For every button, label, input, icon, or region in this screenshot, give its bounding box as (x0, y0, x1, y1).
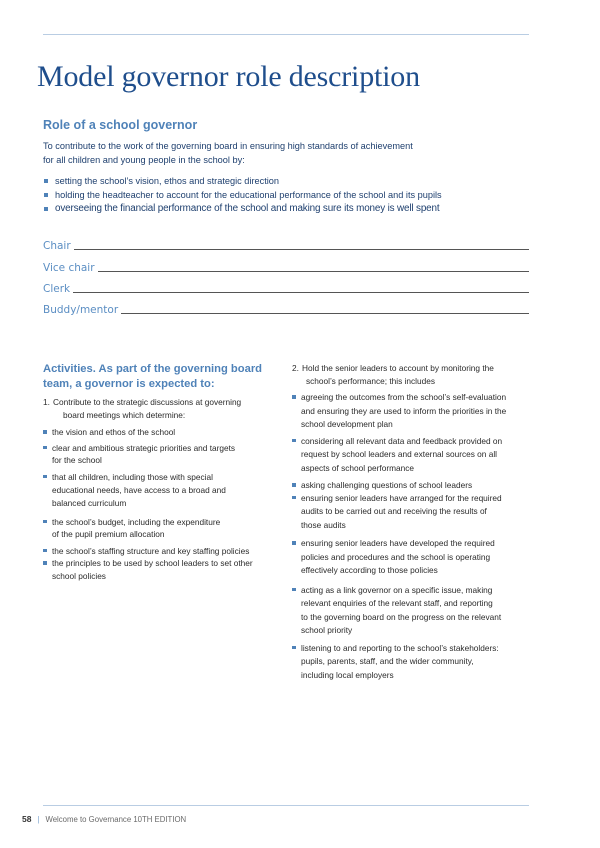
item1-bullet-list (43, 426, 283, 582)
activities-heading-line: team, a governor is expected to: (43, 377, 215, 390)
list-item-line: ensuring senior leaders have arranged for the required (301, 492, 502, 503)
list-item-line: relevant enquiries of the relevant staff, and reporting (301, 598, 493, 608)
footer-rule (43, 805, 529, 806)
role-bullet (43, 174, 442, 188)
list-item-line: ensuring senior leaders have developed the required (301, 538, 495, 548)
bullet-square-icon (43, 561, 47, 565)
list-item (292, 492, 534, 533)
list-item-line: considering all relevant data and feedback provided on (301, 435, 503, 446)
list-item (292, 537, 534, 578)
list-item (292, 642, 534, 683)
page-title: Model governor role description (37, 60, 420, 93)
role-bullet-text: overseeing the financial performance of the school and making sure its money is well spent (55, 203, 440, 214)
list-item-line: pupils, parents, staff, and the wider community, (301, 656, 474, 666)
list-item-line: policies and procedures and the school is operating (301, 551, 491, 562)
list-item-line: the principles to be used by school leaders to set other (52, 558, 253, 568)
list-item (43, 545, 283, 558)
page-number: 58 (22, 814, 32, 824)
role-bullet (43, 202, 442, 216)
list-item (43, 426, 283, 439)
bullet-square-icon (44, 207, 48, 211)
clerk-field[interactable] (43, 274, 529, 295)
list-item (292, 584, 534, 638)
list-item-line: acting as a link governor on a specific issue, making (301, 584, 493, 595)
clerk-line (73, 292, 529, 293)
list-item-line: including local employers (301, 669, 394, 680)
page-footer (22, 814, 186, 824)
list-item-line: agreeing the outcomes from the school’s self-evaluation (301, 392, 507, 402)
bullet-square-icon (292, 439, 296, 443)
top-rule (43, 34, 529, 35)
bullet-square-icon (43, 520, 47, 524)
signature-fields (43, 231, 529, 316)
list-item-line: balanced curriculum (52, 497, 127, 508)
bullet-square-icon (292, 588, 296, 592)
list-item-line: of the pupil premium allocation (52, 529, 165, 539)
buddy-mentor-line (121, 313, 529, 314)
list-item-line: the school’s staffing structure and key staffing policies (52, 545, 250, 556)
item2-bullet-list (292, 391, 534, 682)
item-number: 2. (292, 363, 299, 373)
list-item-line: listening to and reporting to the school’s stakeholders: (301, 642, 499, 653)
list-item-line: those audits (301, 519, 346, 530)
list-item (292, 435, 534, 476)
bullet-square-icon (292, 395, 296, 399)
list-item (292, 391, 534, 432)
list-item (43, 471, 283, 510)
list-item (292, 479, 534, 492)
bullet-square-icon (43, 430, 47, 434)
list-item-line: the school’s budget, including the expenditure (52, 516, 221, 527)
activities-heading-line: Activities. As part of the governing board (43, 363, 263, 375)
buddy-mentor-field[interactable] (43, 295, 529, 316)
role-intro-line: To contribute to the work of the governing board in ensuring high standards of achievement (43, 141, 413, 151)
bullet-square-icon (292, 541, 296, 545)
list-item-line: that all children, including those with special (52, 471, 213, 482)
bullet-square-icon (43, 446, 47, 450)
numbered-item (292, 362, 534, 388)
list-item-line: aspects of school performance (301, 462, 414, 473)
list-item-line: effectively according to those policies (301, 565, 438, 575)
role-bullet (43, 188, 442, 202)
role-bullet-list (43, 174, 442, 216)
vice-chair-field[interactable] (43, 252, 529, 273)
bullet-square-icon (43, 549, 47, 553)
role-bullet-text: holding the headteacher to account for the educational performance of the school and its pupils (55, 190, 442, 200)
chair-label: Chair (43, 240, 71, 253)
item-text-line: Contribute to the strategic discussions at governing (53, 397, 242, 407)
footer-text: Welcome to Governance 10TH EDITION (45, 815, 187, 824)
item-text (302, 362, 494, 388)
list-item-line: educational needs, have access to a broad and (52, 484, 226, 495)
bullet-square-icon (292, 646, 296, 650)
role-intro-line: for all children and young people in the school by: (43, 154, 245, 165)
role-heading: Role of a school governor (43, 118, 198, 132)
item-text-line: Hold the senior leaders to account by monitoring the (302, 363, 494, 373)
bullet-square-icon (292, 483, 296, 487)
list-item-line: to the governing board on the progress on the relevant (301, 611, 502, 622)
activities-item-2 (292, 362, 534, 682)
bullet-square-icon (43, 475, 47, 479)
bullet-square-icon (44, 179, 48, 183)
bullet-square-icon (44, 193, 48, 197)
item-text-line: school’s performance; this includes (306, 376, 435, 386)
list-item-line: the vision and ethos of the school (52, 427, 176, 437)
list-item-line: asking challenging questions of school leaders (301, 480, 473, 490)
clerk-label: Clerk (43, 282, 71, 295)
chair-field[interactable] (43, 231, 529, 252)
chair-line (74, 249, 529, 250)
list-item-line: school development plan (301, 419, 393, 429)
bullet-square-icon (292, 496, 296, 500)
list-item-line: school policies (52, 570, 106, 581)
vice-chair-label: Vice chair (43, 261, 95, 274)
list-item-line: audits to be carried out and receiving the results of (301, 506, 487, 516)
item-text (53, 396, 241, 422)
buddy-mentor-label: Buddy/mentor (43, 304, 119, 317)
activities-heading (43, 362, 283, 391)
list-item-line: school priority (301, 625, 353, 635)
item-number: 1. (43, 397, 50, 407)
list-item (43, 442, 283, 467)
activities-item-1 (43, 396, 283, 582)
vice-chair-line (98, 271, 529, 272)
list-item (43, 516, 283, 541)
list-item (43, 557, 283, 582)
list-item-line: clear and ambitious strategic priorities and targets (52, 442, 236, 453)
item-text-line: board meetings which determine: (63, 410, 186, 420)
role-intro (43, 140, 503, 167)
footer-separator: | (37, 815, 40, 824)
numbered-item (43, 396, 283, 422)
list-item-line: and ensuring they are used to inform the priorities in the (301, 405, 507, 416)
role-bullet-text: setting the school’s vision, ethos and strategic direction (55, 176, 280, 186)
list-item-line: request by school leaders and external sources on all (301, 449, 498, 459)
list-item-line: for the school (52, 455, 102, 465)
